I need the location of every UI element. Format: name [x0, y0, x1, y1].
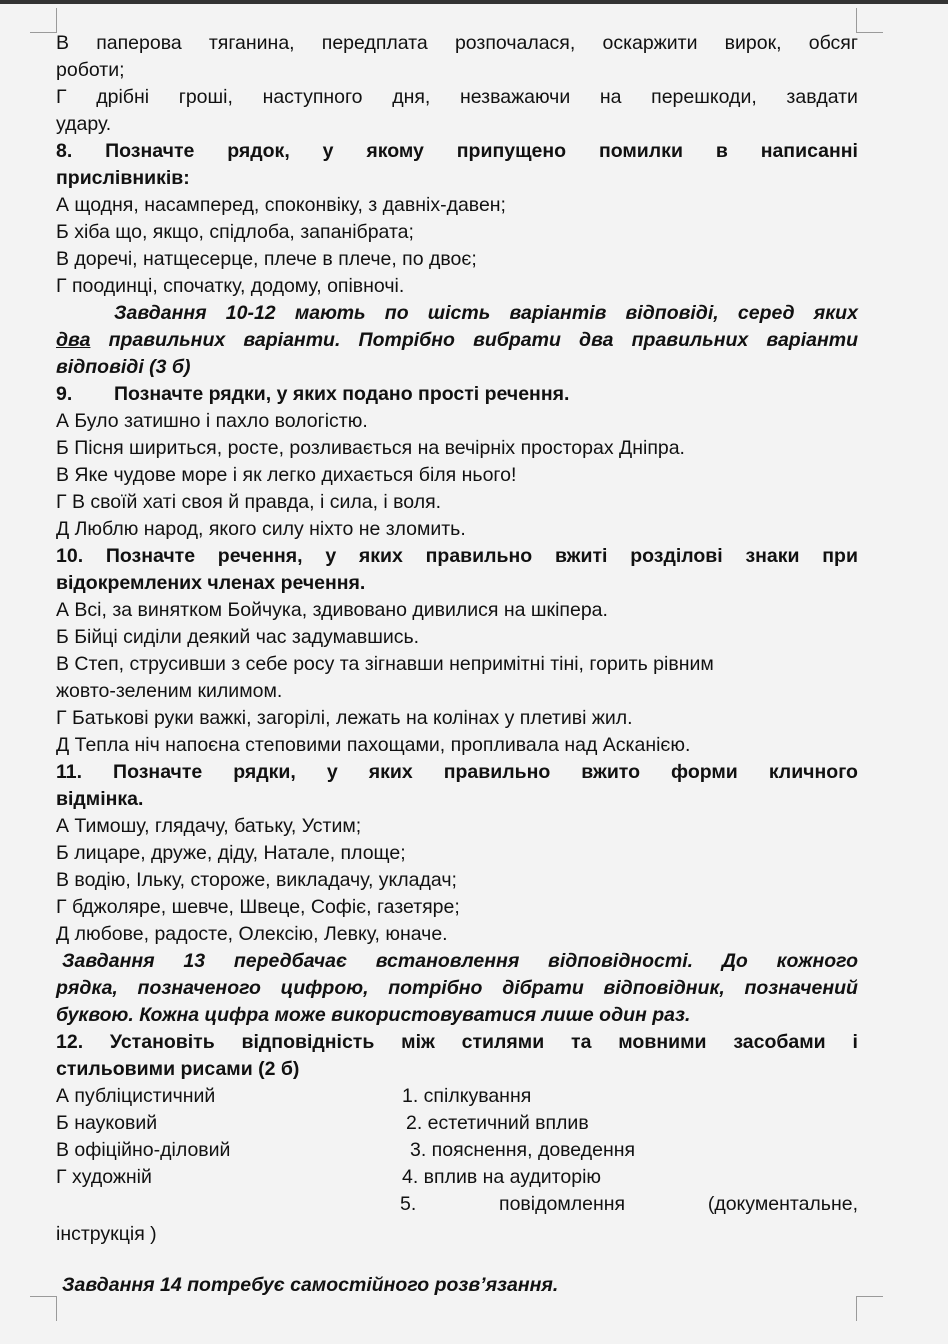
answer-option: В водію, Ільку, стороже, викладачу, укладач;: [56, 869, 457, 891]
style-left: Б науковий: [56, 1112, 158, 1134]
word: у: [322, 140, 334, 162]
word: Позначте: [105, 140, 195, 162]
answer-option: Г бджоляре, шевче, Швеце, Софіє, газетяре;: [56, 896, 460, 918]
word: кличного: [768, 761, 858, 783]
word: розділові: [630, 545, 723, 567]
word: шість: [427, 302, 491, 324]
question-text: Позначте рядки, у яких подано прості речення.: [114, 383, 570, 405]
question-8-title-cont: прислівників:: [56, 167, 190, 189]
match-row-3: [56, 1137, 858, 1164]
word: відповідник,: [603, 977, 725, 999]
instruction-13-line1: [56, 948, 858, 975]
top-edge: [0, 0, 948, 4]
footer-instruction: Завдання 14 потребує самостійного розв’язання.: [62, 1274, 559, 1296]
word: рядка,: [56, 977, 118, 999]
word: вжиті: [554, 545, 608, 567]
question-10-option-v-line1: В Степ, струсивши з себе росу та зігнавши непримітні тіні, горить рівним: [56, 653, 714, 675]
word: дібрати: [502, 977, 584, 999]
word: Потрібно: [358, 329, 455, 351]
word: яких: [813, 302, 858, 324]
word: по: [384, 302, 409, 324]
word: рядки,: [233, 761, 296, 783]
word: помилки: [598, 140, 683, 162]
question-11-title-cont: відмінка.: [56, 788, 144, 810]
word: дня,: [392, 86, 431, 108]
crop-mark-bottom-left: [30, 1296, 57, 1321]
word: у: [325, 545, 337, 567]
feature-right: 3. пояснення, доведення: [410, 1139, 636, 1161]
word: рядок,: [227, 140, 290, 162]
word: 5.: [400, 1193, 417, 1215]
word: правильно: [443, 761, 551, 783]
answer-option: Г Батькові руки важкі, загорілі, лежать на колінах у плетиві жил.: [56, 707, 633, 729]
question-9-options: [56, 408, 858, 543]
word: В: [56, 32, 70, 54]
style-left: Г художній: [56, 1166, 152, 1188]
word: між: [401, 1031, 435, 1053]
word: кожного: [776, 950, 858, 972]
word: варіанти: [766, 329, 858, 351]
word: стилями: [461, 1031, 545, 1053]
word: правильно: [425, 545, 533, 567]
word: розпочалася,: [454, 32, 576, 54]
answer-option: Б Бійці сиділи деякий час задумавшись.: [56, 626, 420, 648]
word: і: [852, 1031, 858, 1053]
question-number: 11.: [56, 761, 83, 783]
word: мовними: [618, 1031, 707, 1053]
word: написанні: [760, 140, 858, 162]
word: мають: [294, 302, 366, 324]
option-v-q7-line2: роботи;: [56, 59, 125, 81]
option-v-q7-line1: [56, 30, 858, 57]
word: вжито: [581, 761, 641, 783]
question-10-options-2: [56, 705, 858, 759]
question-10-title-cont: відокремлених членах речення.: [56, 572, 366, 594]
word: наступного: [262, 86, 363, 108]
word: відповідності.: [548, 950, 694, 972]
word: встановлення: [375, 950, 520, 972]
answer-option: Г В своїй хаті своя й правда, і сила, і воля.: [56, 491, 442, 513]
answer-option: Б лицаре, друже, діду, Натале, площе;: [56, 842, 406, 864]
word: повідомлення: [499, 1193, 626, 1215]
question-10-title: [56, 543, 858, 570]
word: відповідність: [241, 1031, 375, 1053]
word: на: [599, 86, 622, 108]
question-10-option-v-line2: жовто-зеленим килимом.: [56, 680, 283, 702]
feature-right: 4. вплив на аудиторію: [402, 1166, 602, 1188]
word: позначеного: [137, 977, 261, 999]
word: яких: [358, 545, 403, 567]
option-g-q7-line2: удару.: [56, 113, 112, 135]
feature-right: 2. естетичний вплив: [406, 1112, 589, 1134]
word: в: [715, 140, 728, 162]
answer-option: А Тимошу, глядачу, батьку, Устим;: [56, 815, 362, 837]
answer-option: А щодня, насамперед, споконвіку, з давніх-давен;: [56, 194, 506, 216]
word: серед: [737, 302, 795, 324]
question-12-title: [56, 1029, 858, 1056]
style-left: А публіцистичний: [56, 1085, 216, 1107]
question-number: 8.: [56, 140, 73, 162]
option-g-q7-line1: [56, 84, 858, 111]
underlined-word: два: [56, 329, 91, 351]
style-left: В офіційно-діловий: [56, 1139, 231, 1161]
word: перешкоди,: [651, 86, 757, 108]
word: припущено: [456, 140, 567, 162]
word: вирок,: [724, 32, 782, 54]
match-row-5: [56, 1191, 858, 1218]
answer-option: Б Пісня шириться, росте, розливається на вечірніх просторах Дніпра.: [56, 437, 685, 459]
answer-option: Г поодинці, спочатку, додому, опівночі.: [56, 275, 405, 297]
question-number: 10.: [56, 545, 84, 567]
crop-mark-top-left: [30, 8, 57, 33]
answer-option: В Яке чудове море і як легко дихається біля нього!: [56, 464, 517, 486]
word: речення,: [217, 545, 303, 567]
word: два: [579, 329, 614, 351]
word: знаки: [745, 545, 800, 567]
word: Завдання: [62, 950, 155, 972]
instruction-10-12-line2: [56, 327, 858, 354]
word: гроші,: [178, 86, 233, 108]
instruction-13-line2: [56, 975, 858, 1002]
word: 10-12: [225, 302, 276, 324]
match-row-2: [56, 1110, 858, 1137]
question-11-title: [56, 759, 858, 786]
answer-option: А Було затишно і пахло вологістю.: [56, 410, 368, 432]
instruction-10-12-line1: [56, 300, 858, 327]
question-number: 9.: [56, 383, 73, 405]
word: оскаржити: [602, 32, 698, 54]
question-11-options: [56, 813, 858, 948]
word: Позначте: [113, 761, 203, 783]
match-row-1: [56, 1083, 858, 1110]
word: засобами: [733, 1031, 826, 1053]
word: дрібні: [96, 86, 150, 108]
instruction-13-line3: буквою. Кожна цифра може використовуватися лише один раз.: [56, 1004, 691, 1026]
word: До: [721, 950, 748, 972]
crop-mark-bottom-right: [856, 1296, 883, 1321]
word: форми: [671, 761, 738, 783]
question-9-title: [56, 381, 858, 408]
word: якому: [366, 140, 424, 162]
match-row-5-cont: інструкція ): [56, 1223, 157, 1245]
question-8-options: [56, 192, 858, 300]
word: Завдання: [114, 302, 207, 324]
word: передплата: [321, 32, 428, 54]
document-page: [56, 30, 858, 1299]
word: та: [571, 1031, 592, 1053]
crop-mark-top-right: [856, 8, 883, 33]
word: передбачає: [233, 950, 347, 972]
word: правильних: [631, 329, 749, 351]
word: правильних: [108, 329, 226, 351]
word: Позначте: [105, 545, 196, 567]
answer-option: Б хіба що, якщо, спідлоба, запанібрата;: [56, 221, 414, 243]
word: варіанти.: [243, 329, 341, 351]
question-12-title-cont: стильовими рисами (2 б): [56, 1058, 300, 1080]
answer-option: В доречі, натщесерце, плече в плече, по двоє;: [56, 248, 477, 270]
word: (документальне,: [707, 1193, 858, 1215]
word: варіантів: [509, 302, 607, 324]
answer-option: Д Люблю народ, якого силу ніхто не зломить.: [56, 518, 466, 540]
word: позначений: [744, 977, 858, 999]
word: незважаючи: [459, 86, 571, 108]
question-8-title: [56, 138, 858, 165]
question-number: 12.: [56, 1031, 84, 1053]
word: 13: [183, 950, 206, 972]
word: цифрою,: [280, 977, 369, 999]
word: відповіді,: [625, 302, 719, 324]
word: вибрати: [473, 329, 561, 351]
match-row-4: [56, 1164, 858, 1191]
word: тяганина,: [208, 32, 295, 54]
word: обсяг: [808, 32, 858, 54]
word: у: [326, 761, 338, 783]
word: Г: [56, 86, 67, 108]
word: яких: [368, 761, 413, 783]
feature-right: 1. спілкування: [402, 1085, 532, 1107]
answer-option: А Всі, за винятком Бойчука, здивовано дивилися на шкіпера.: [56, 599, 608, 621]
word: завдати: [786, 86, 858, 108]
instruction-10-12-line3: відповіді (3 б): [56, 356, 191, 378]
answer-option: Д любове, радосте, Олексію, Левку, юначе.: [56, 923, 448, 945]
question-10-options: [56, 597, 858, 651]
word: потрібно: [388, 977, 483, 999]
word: при: [822, 545, 858, 567]
word: паперова: [96, 32, 182, 54]
answer-option: Д Тепла ніч напоєна степовими пахощами, пропливала над Асканією.: [56, 734, 691, 756]
word: Установіть: [109, 1031, 215, 1053]
